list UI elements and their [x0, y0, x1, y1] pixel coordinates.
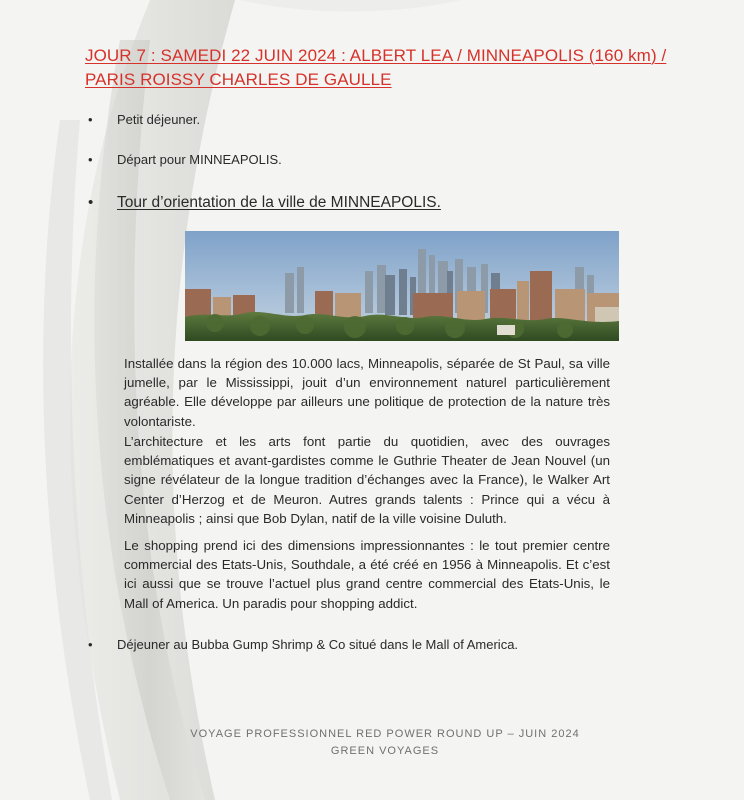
minneapolis-skyline-photo: [185, 231, 619, 341]
day-title: [85, 44, 705, 92]
list-item-departure: Départ pour MINNEAPOLIS.: [117, 152, 282, 167]
day-title-line2: PARIS ROISSY CHARLES DE GAULLE: [85, 70, 392, 89]
bullet-icon: •: [88, 112, 93, 127]
description-paragraph-architecture: L’architecture et les arts font partie du quotidien, avec des ouvrages emblématiques et avant-gardistes comme le Guthrie Theater de Jean Nouvel (un signe révélateur de la longue tradition d’échanges avec la France), le Walker Art Center d’Herzog et de Meuron. Autres grands talents : Prince qui a vécu à Minneapolis ; ainsi que Bob Dylan, natif de la ville voisine Duluth.: [124, 434, 610, 526]
bullet-icon: •: [88, 194, 94, 211]
footer-line-agency: GREEN VOYAGES: [330, 745, 440, 757]
list-item-city-tour: Tour d’orientation de la ville de MINNEAPOLIS.: [117, 194, 441, 211]
bullet-icon: •: [88, 637, 93, 652]
footer-line-trip: VOYAGE PROFESSIONNEL RED POWER ROUND UP – JUIN 2024: [190, 728, 580, 740]
description-paragraph-shopping: Le shopping prend ici des dimensions impressionnantes : le tout premier centre commercial des Etats-Unis, Southdale, a été créé en 1956 à Minneapolis. Et c’est ici aussi que se trouve l’actuel plus grand centre commercial des Etats-Unis, le Mall of America. Un paradis pour shopping addict.: [124, 538, 610, 611]
day-title-line1: JOUR 7 : SAMEDI 22 JUIN 2024 : ALBERT LEA / MINNEAPOLIS (160 km) /: [85, 46, 667, 65]
list-item-lunch: Déjeuner au Bubba Gump Shrimp & Co situé dans le Mall of America.: [117, 637, 519, 652]
bullet-icon: •: [88, 152, 93, 167]
list-item-breakfast: Petit déjeuner.: [117, 112, 201, 127]
description-paragraph-nature: Installée dans la région des 10.000 lacs, Minneapolis, séparée de St Paul, sa ville jumelle, par le Mississippi, jouit d’un environnement naturel particulièrement agréable. Elle développe par ailleurs une politique de protection de la nature très volontariste.: [124, 356, 610, 429]
